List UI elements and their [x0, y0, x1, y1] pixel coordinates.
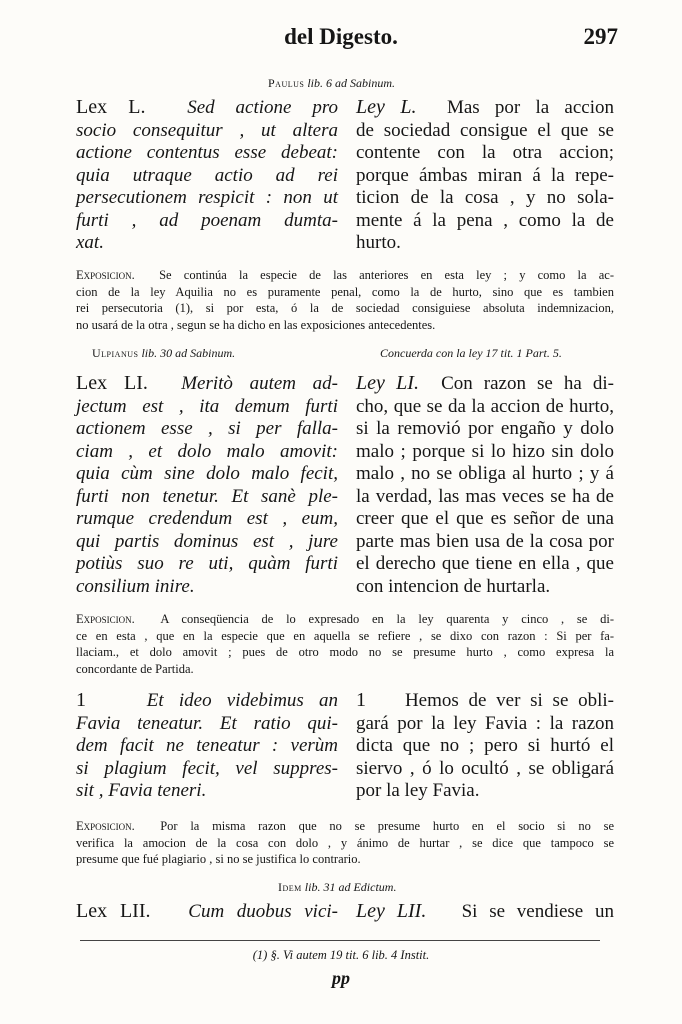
spanish-line: gará por la ley Favia : la razon [356, 712, 614, 734]
footnote-rule [80, 940, 600, 941]
latin-line: Favia teneatur. Et ratio qui- [76, 712, 338, 734]
lex-label: Lex LII. [76, 900, 151, 922]
source-citation [92, 346, 235, 361]
spanish-line: malo ; porque si lo hizo sin dolo [356, 440, 614, 462]
signature-mark: pp [332, 968, 350, 988]
exposicion-3 [76, 818, 614, 868]
exposicion-line: verifica la amocion de la cosa con dolo , y ánimo de hurtar , se dice que tampoco se [76, 835, 614, 850]
spanish-line: siervo , ó lo ocultó , se obligará [356, 757, 614, 779]
latin-line: dem facit ne teneatur : verùm [76, 735, 338, 756]
spanish-line: Hemos de ver si se obli- [404, 690, 615, 711]
latin-line: quia cùm sine dolo malo fecit, [76, 463, 338, 484]
section-number: 1 [356, 689, 366, 711]
exposicion-label: Exposicion. [76, 819, 135, 833]
exposicion-line: ce en esta , que en la especie que en aquella se refiere , se dixo con razon : Si per fa- [76, 628, 614, 643]
section-1-spanish [356, 689, 614, 803]
spanish-line: creer que el que es señor de una [356, 508, 614, 529]
exposicion-line: concordante de Partida. [76, 661, 194, 676]
exposicion-line: A conseqüencia de lo expresado en la ley quarenta y cinco , se di- [160, 612, 614, 626]
source-author: Paulus [268, 76, 305, 90]
latin-line: sit , Favia teneri. [76, 780, 207, 801]
spanish-line: Mas por la accion [446, 97, 614, 118]
source-ref: lib. 30 ad Sabinum. [141, 346, 236, 360]
lex-label: Lex L. [76, 96, 146, 118]
lex-52-latin [76, 900, 338, 924]
exposicion-line: llaciam., et dolo amovit ; pues de otro modo no se presume hurto , como expresa la [76, 645, 614, 659]
latin-line: Meritò autem ad- [181, 373, 338, 394]
exposicion-line: presume que fué plagiario , si no se justifica lo contrario. [76, 852, 361, 866]
lex-label: Lex LI. [76, 372, 148, 394]
spanish-line: de sociedad consigue el que se [356, 119, 614, 141]
exposicion-line: rei persecutoria (1), si por esta, ó la de sociedad consiguiese absoluta indemnizacion, [76, 301, 614, 315]
latin-line: actionem esse , si per falla- [76, 418, 338, 439]
section-number: 1 [76, 689, 86, 711]
source-author: Idem [278, 880, 302, 894]
spanish-line: la verdad, las mas veces se ha de [356, 485, 614, 507]
latin-line: Et ideo videbimus an [146, 690, 338, 711]
concordance-note: Concuerda con la ley 17 tit. 1 Part. 5. [380, 346, 562, 360]
lex-52-spanish [356, 900, 614, 924]
spanish-line: cho, que se da la accion de hurto, [356, 395, 614, 417]
exposicion-label: Exposicion. [76, 268, 135, 282]
page-number: 297 [583, 24, 618, 49]
latin-line: actione contentus esse debeat: [76, 142, 338, 163]
running-title: del Digesto. [284, 24, 398, 49]
exposicion-label: Exposicion. [76, 612, 135, 626]
spanish-line: mente á la pena , como la de [356, 209, 614, 231]
ley-label: Ley L. [356, 96, 417, 118]
latin-line: persecutionem respicit : non ut [76, 187, 338, 208]
latin-line: Sed actione pro [187, 97, 339, 118]
spanish-line: hurto. [356, 232, 401, 253]
latin-line: si plagium fecit, vel suppres- [76, 757, 338, 779]
spanish-line: contente con la otra accion; [356, 142, 614, 163]
spanish-line: parte mas bien usa de la cosa por [356, 530, 614, 552]
lex-51-spanish [356, 372, 614, 598]
latin-line: quia utraque actio ad rei [76, 164, 338, 186]
exposicion-line: cion de la ley Aquilia no es puramente penal, como la de hurto, sino que es tambien [76, 284, 614, 299]
latin-line: socio consequitur , ut altera [76, 119, 338, 141]
lex-51-latin [76, 372, 338, 598]
spanish-line: malo , no se obliga al hurto ; y á [356, 463, 614, 484]
latin-line: furti non tenetur. Et sanè ple- [76, 485, 338, 507]
source-citation [268, 76, 395, 91]
spanish-line: Con razon se ha di- [441, 373, 615, 394]
source-author: Ulpianus [92, 346, 139, 360]
spanish-line: con intencion de hurtarla. [356, 575, 551, 597]
ley-label: Ley LII. [356, 900, 427, 922]
source-citation [278, 880, 396, 895]
exposicion-2 [76, 611, 614, 677]
source-ref: lib. 31 ad Edictum. [304, 880, 397, 894]
exposicion-line: Por la misma razon que no se presume hurto en el socio si no se [160, 819, 615, 833]
source-ref: lib. 6 ad Sabinum. [307, 76, 396, 90]
section-1-latin [76, 689, 338, 803]
lex-50-latin [76, 96, 338, 255]
footnote: (1) §. Vi autem 19 tit. 6 lib. 4 Instit. [252, 948, 430, 962]
exposicion-line: no usará de la otra , segun se ha dicho en las exposiciones antecedentes. [76, 317, 436, 332]
exposicion-1 [76, 267, 614, 333]
spanish-line: ticion de la cosa , y no sola- [356, 187, 614, 208]
spanish-line: Si se vendiese un [461, 901, 614, 922]
latin-line: Cum duobus vici- [188, 901, 338, 922]
exposicion-line: Se continúa la especie de las anteriores en esta ley ; y como la ac- [159, 268, 614, 282]
latin-line: consilium inire. [76, 575, 195, 597]
latin-line: furti , ad poenam dumta- [76, 209, 338, 231]
latin-line: rumque credendum est , eum, [76, 508, 338, 529]
spanish-line: por la ley Favia. [356, 780, 480, 801]
latin-line: ciam , et dolo malo amovit: [76, 440, 338, 462]
spanish-line: el derecho que tiene en ella , que [356, 553, 614, 574]
latin-line: jectum est , ita demum furti [76, 395, 338, 417]
spanish-line: dicta que no ; pero si hurtó el [356, 735, 614, 756]
spanish-line: si la removió por engaño y dolo [356, 418, 614, 439]
spanish-line: porque ámbas miran á la repe- [356, 164, 614, 186]
latin-line: xat. [76, 232, 104, 253]
lex-50-spanish [356, 96, 614, 255]
ley-label: Ley LI. [356, 372, 419, 394]
latin-line: qui partis dominus est , jure [76, 530, 338, 552]
latin-line: potiùs suo re uti, quàm furti [76, 553, 338, 574]
